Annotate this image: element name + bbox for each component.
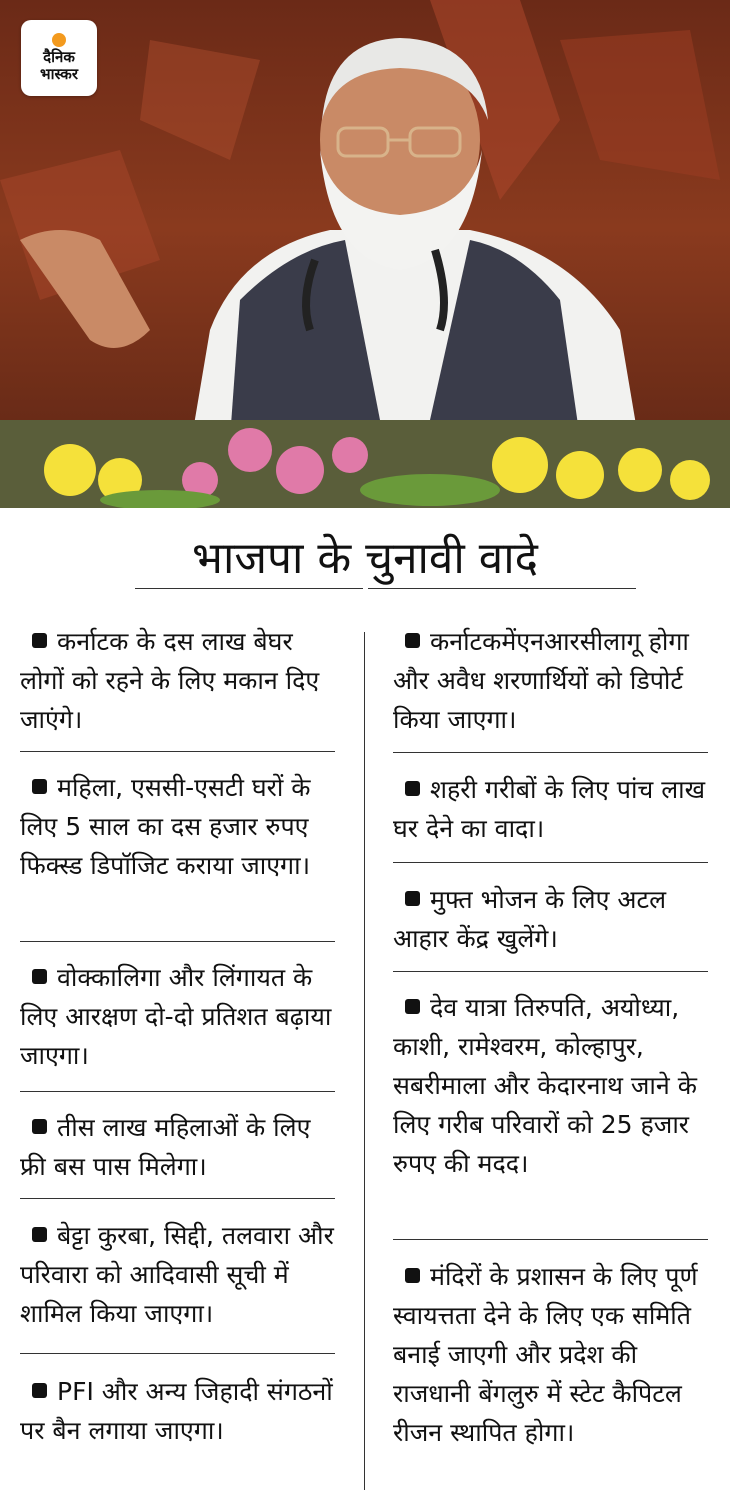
logo-text-line1: दैनिक xyxy=(43,48,75,66)
bullet-icon xyxy=(405,891,420,906)
dainik-bhaskar-logo xyxy=(21,20,97,96)
page-title: भाजपा के चुनावी वादे xyxy=(192,533,538,584)
list-item xyxy=(393,988,713,1183)
item-text: कर्नाटक के दस लाख बेघर लोगों को रहने के लिए मकान दिए जाएंगे। xyxy=(20,627,320,734)
bullet-icon xyxy=(32,1119,47,1134)
item-separator xyxy=(20,1091,335,1092)
logo-text-line2: भास्कर xyxy=(40,65,78,83)
list-item xyxy=(20,1372,340,1450)
bullet-icon xyxy=(32,1383,47,1398)
list-item xyxy=(20,958,340,1075)
bullet-icon xyxy=(32,633,47,648)
list-item xyxy=(20,768,340,885)
item-separator xyxy=(393,752,708,753)
item-separator xyxy=(20,1198,335,1199)
bullet-icon xyxy=(405,781,420,796)
item-separator xyxy=(393,971,708,972)
item-text: मुफ्त भोजन के लिए अटल आहार केंद्र खुलेंगे। xyxy=(393,885,667,953)
column-divider xyxy=(364,632,365,1490)
bullet-icon xyxy=(405,633,420,648)
list-item xyxy=(20,1216,340,1333)
item-text: वोक्कालिगा और लिंगायत के लिए आरक्षण दो-दो प्रतिशत बढ़ाया जाएगा। xyxy=(20,963,332,1070)
list-item xyxy=(20,622,340,739)
item-text: कर्नाटकमेंएनआरसीलागू होगा और अवैध शरणार्थियों को डिपोर्ट किया जाएगा। xyxy=(393,627,689,734)
item-text: PFI और अन्य जिहादी संगठनों पर बैन लगाया जाएगा। xyxy=(20,1377,333,1445)
item-text: मंदिरों के प्रशासन के लिए पूर्ण स्वायत्तता देने के लिए एक समिति बनाई जाएगी और प्रदेश की राजधानी बेंगलुरु में स्टेट कैपिटल रीजन स्थापित होगा। xyxy=(393,1262,698,1447)
item-separator xyxy=(20,941,335,942)
header-photo xyxy=(0,0,730,508)
item-separator xyxy=(20,751,335,752)
title-section xyxy=(0,508,730,608)
list-item xyxy=(393,1257,713,1452)
item-text: महिला, एससी-एसटी घरों के लिए 5 साल का दस हजार रुपए फिक्स्ड डिपॉजिट कराया जाएगा। xyxy=(20,773,311,880)
title-underline-left xyxy=(135,588,363,589)
list-item xyxy=(393,880,713,958)
item-text: तीस लाख महिलाओं के लिए फ्री बस पास मिलेगा। xyxy=(20,1113,311,1181)
item-text: बेट्टा कुरबा, सिद्दी, तलवारा और परिवारा को आदिवासी सूची में शामिल किया जाएगा। xyxy=(20,1221,334,1328)
item-text: शहरी गरीबों के लिए पांच लाख घर देने का वादा। xyxy=(393,775,706,843)
item-separator xyxy=(20,1353,335,1354)
item-text: देव यात्रा तिरुपति, अयोध्या, काशी, रामेश्वरम, कोल्हापुर, सबरीमाला और केदारनाथ जाने के लिए गरीब परिवारों को 25 हजार रुपए की मदद। xyxy=(393,993,697,1178)
sun-icon xyxy=(52,33,66,47)
list-item xyxy=(20,1108,340,1186)
title-underline-right xyxy=(368,588,636,589)
list-item xyxy=(393,622,713,739)
bullet-icon xyxy=(32,1227,47,1242)
item-separator xyxy=(393,862,708,863)
item-separator xyxy=(393,1239,708,1240)
list-item xyxy=(393,770,713,848)
bullet-icon xyxy=(405,999,420,1014)
bullet-icon xyxy=(32,779,47,794)
bullet-icon xyxy=(32,969,47,984)
speaker-photo-illustration xyxy=(0,0,730,508)
bullet-icon xyxy=(405,1268,420,1283)
